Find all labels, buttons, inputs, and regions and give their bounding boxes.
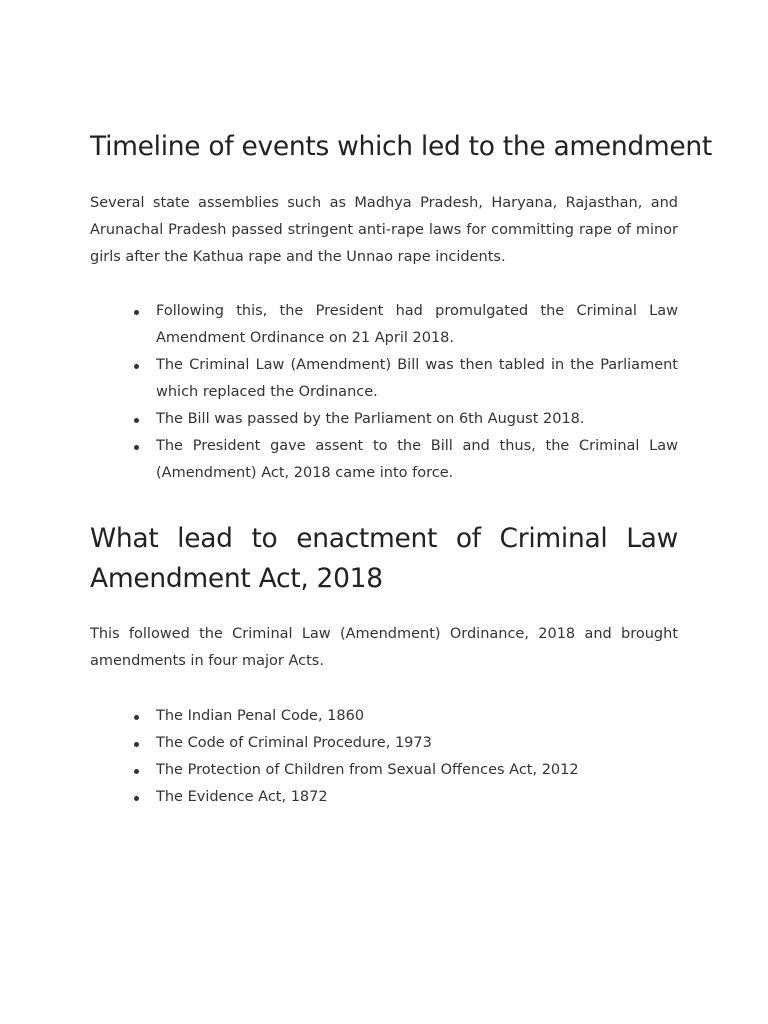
- acts-list: [90, 703, 678, 811]
- list-item: Following this, the President had promulgated the Criminal Law Amendment Ordinance on 21 April 2018.: [90, 298, 678, 352]
- list-item: The Bill was passed by the Parliament on 6th August 2018.: [90, 406, 678, 433]
- list-item: The Code of Criminal Procedure, 1973: [90, 730, 678, 757]
- timeline-intro-paragraph: Several state assemblies such as Madhya Pradesh, Haryana, Rajasthan, and Arunachal Pradesh passed stringent anti-rape laws for committing rape of minor girls after the Kathua rape and the Unnao rape incidents.: [90, 195, 678, 265]
- enactment-intro-paragraph: This followed the Criminal Law (Amendment) Ordinance, 2018 and brought amendments in four major Acts.: [90, 626, 678, 669]
- list-item: The Indian Penal Code, 1860: [90, 703, 678, 730]
- list-item: The President gave assent to the Bill and thus, the Criminal Law (Amendment) Act, 2018 came into force.: [90, 433, 678, 487]
- timeline-list: [90, 298, 678, 487]
- list-item: The Criminal Law (Amendment) Bill was then tabled in the Parliament which replaced the Ordinance.: [90, 352, 678, 406]
- list-item: The Protection of Children from Sexual Offences Act, 2012: [90, 757, 678, 784]
- list-item: The Evidence Act, 1872: [90, 784, 678, 811]
- enactment-heading: What lead to enactment of Criminal Law Amendment Act, 2018: [90, 523, 678, 594]
- timeline-heading: Timeline of events which led to the amendment: [90, 131, 713, 162]
